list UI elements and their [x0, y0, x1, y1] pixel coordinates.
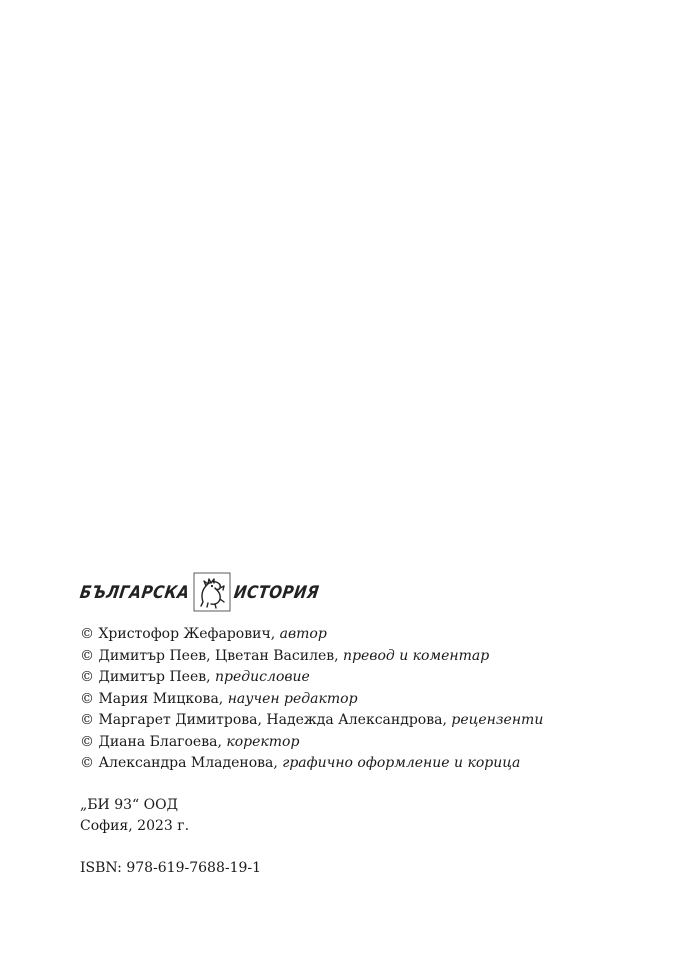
credit-line-design: © Александра Младенова, графично оформление и корица	[80, 755, 521, 771]
logo-right-word: ИСТОРИЯ	[232, 581, 321, 603]
credit-line-translation: © Димитър Пеев, Цветан Василев, превод и коментар	[80, 647, 490, 664]
credit-role: рецензенти	[451, 712, 544, 728]
credit-role: коректор	[226, 733, 300, 750]
imprint-block	[80, 570, 660, 879]
publisher-logo	[80, 570, 660, 614]
copyright-symbol: ©	[80, 755, 94, 771]
publisher-place-year: София, 2023 г.	[80, 817, 190, 834]
publisher-name: „БИ 93“ ООД	[80, 796, 178, 813]
credit-name: Димитър Пеев, Цветан Василев	[98, 647, 335, 664]
copyright-symbol: ©	[80, 690, 94, 707]
isbn-number: ISBN: 978-619-7688-19-1	[80, 859, 262, 876]
credit-name: Маргарет Димитрова, Надежда Александрова	[98, 712, 443, 728]
credit-line-preface: © Димитър Пеев, предисловие	[80, 669, 310, 685]
copyright-symbol: ©	[80, 669, 94, 685]
credit-name: Димитър Пеев	[98, 669, 207, 685]
credit-name: Александра Младенова	[98, 755, 274, 771]
credit-name: Диана Благоева	[98, 733, 218, 750]
credit-role: графично оформление и корица	[282, 755, 521, 771]
credit-role: предисловие	[215, 669, 310, 685]
credit-name: Мария Мицкова	[98, 690, 219, 707]
copyright-symbol: ©	[80, 647, 94, 664]
credit-line-reviewers: © Маргарет Димитрова, Надежда Александрова, рецензенти	[80, 712, 544, 728]
lion-emblem-icon	[193, 572, 231, 612]
credit-role: научен редактор	[227, 690, 358, 707]
copyright-symbol: ©	[80, 712, 94, 728]
credit-name: Христофор Жефарович	[98, 626, 271, 642]
publisher-info	[80, 795, 660, 837]
credits-list	[80, 624, 660, 775]
credit-line-proofreader: © Диана Благоева, коректор	[80, 733, 300, 750]
credit-line-scientific-editor: © Мария Мицкова, научен редактор	[80, 690, 358, 707]
copyright-symbol: ©	[80, 626, 94, 642]
credit-role: превод и коментар	[343, 647, 490, 664]
copyright-symbol: ©	[80, 733, 94, 750]
logo-left-word: БЪЛГАРСКА	[78, 581, 191, 603]
credit-role: автор	[279, 626, 327, 642]
credit-line-author: © Христофор Жефарович, автор	[80, 626, 327, 642]
